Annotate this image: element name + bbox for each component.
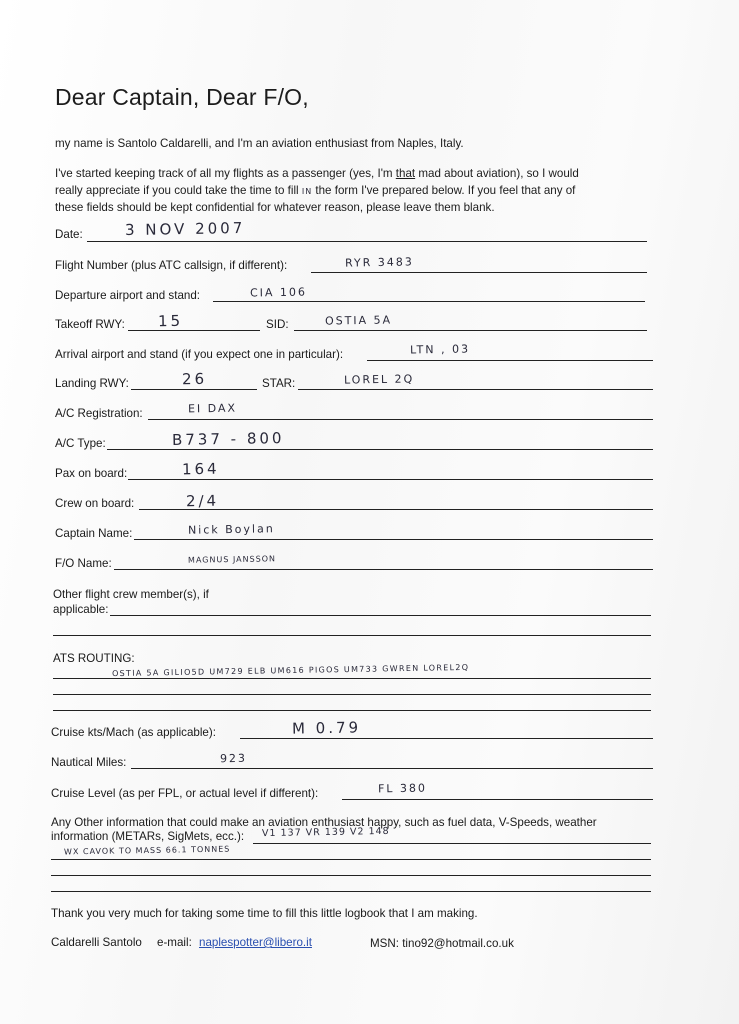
ats-routing-value[interactable]: OSTIA 5A GILIO5D UM729 ELB UM616 PIGOS UM733 GWREN LOREL2Q	[111, 662, 470, 679]
date-label: Date:	[55, 228, 83, 241]
arrival-label: Arrival airport and stand (if you expect one in particular):	[55, 348, 344, 361]
flight-number-value[interactable]: RYR 3483	[344, 255, 414, 270]
sid-line	[294, 330, 647, 331]
other-info-speeds[interactable]: V1 137 VR 139 V2 148	[261, 825, 390, 840]
pax-label: Pax on board:	[55, 467, 128, 480]
crew-value[interactable]: 2/4	[185, 491, 220, 511]
cruise-speed-value[interactable]: M 0.79	[291, 718, 362, 738]
registration-label: A/C Registration:	[55, 407, 143, 420]
other-info-line-3	[51, 875, 651, 876]
pax-value[interactable]: 164	[181, 459, 220, 479]
nautical-miles-value[interactable]: 923	[219, 751, 248, 766]
star-label: STAR:	[262, 377, 296, 390]
ats-routing-line-2	[53, 694, 651, 695]
ats-routing-line-1	[53, 678, 651, 679]
star-value[interactable]: LOREL 2Q	[343, 372, 415, 387]
thanks-text: Thank you very much for taking some time to fill this little logbook that I am making.	[51, 907, 478, 920]
date-value[interactable]: 3 NOV 2007	[124, 218, 246, 240]
page-heading: Dear Captain, Dear F/O,	[55, 84, 309, 110]
request-line1-a: I've started keeping track of all my flights as a passenger (yes, I'm	[55, 167, 396, 180]
intro-text: my name is Santolo Caldarelli, and I'm an aviation enthusiast from Naples, Italy.	[55, 137, 464, 150]
pax-line	[128, 479, 653, 480]
request-inserted-word: IN	[301, 186, 313, 196]
footer-email-label: e-mail:	[157, 936, 192, 949]
other-info-label-2: information (METARs, SigMets, ecc.):	[51, 830, 245, 843]
cruise-level-value[interactable]: FL 380	[377, 781, 428, 796]
takeoff-rwy-label: Takeoff RWY:	[55, 318, 125, 331]
fo-label: F/O Name:	[55, 557, 112, 570]
request-line3: these fields should be kept confidential for whatever reason, please leave them blank.	[55, 201, 495, 214]
fo-value[interactable]: MAGNUS JANSSON	[187, 554, 277, 565]
crew-label: Crew on board:	[55, 497, 135, 510]
captain-line	[134, 539, 653, 540]
other-info-label-1: Any Other information that could make an aviation enthusiast happy, such as fuel data, V-Speeds, weather	[51, 816, 597, 829]
other-info-line-1	[253, 843, 651, 844]
sid-label: SID:	[266, 318, 289, 331]
arrival-value[interactable]: LTN , 03	[409, 342, 471, 357]
nautical-miles-line	[131, 768, 653, 769]
takeoff-rwy-line	[128, 330, 260, 331]
footer-msn: MSN: tino92@hotmail.co.uk	[370, 937, 514, 950]
cruise-level-label: Cruise Level (as per FPL, or actual level if different):	[51, 787, 319, 800]
cruise-speed-label: Cruise kts/Mach (as applicable):	[51, 726, 216, 739]
fo-line	[114, 569, 653, 570]
other-crew-line-2	[53, 635, 651, 636]
other-info-line-4	[51, 891, 651, 892]
cruise-level-line	[342, 799, 653, 800]
other-info-line-2	[51, 859, 651, 860]
flight-number-label: Flight Number (plus ATC callsign, if different):	[55, 259, 288, 272]
captain-label: Captain Name:	[55, 527, 133, 540]
request-line2-a: really appreciate if you could take the time to fill	[55, 183, 302, 197]
ats-routing-label: ATS ROUTING:	[53, 652, 135, 665]
landing-rwy-value[interactable]: 26	[181, 369, 208, 389]
other-crew-line-1	[110, 615, 651, 616]
other-crew-label-1: Other flight crew member(s), if	[53, 588, 209, 601]
cruise-speed-line	[240, 738, 653, 739]
ac-type-value[interactable]: B737 - 800	[171, 429, 285, 449]
ac-type-label: A/C Type:	[55, 437, 106, 450]
landing-rwy-label: Landing RWY:	[55, 377, 129, 390]
footer-email-link[interactable]: naplespotter@libero.it	[199, 936, 312, 949]
request-text	[55, 166, 579, 217]
request-line1-b: mad about aviation), so I would	[415, 167, 579, 180]
ac-type-line	[107, 449, 653, 450]
departure-label: Departure airport and stand:	[55, 289, 201, 302]
departure-line	[213, 301, 645, 302]
other-info-weather[interactable]: WX CAVOK TO MASS 66.1 TONNES	[63, 844, 231, 857]
registration-line	[148, 419, 653, 420]
flight-number-line	[311, 272, 647, 273]
captain-value[interactable]: Nick Boylan	[187, 522, 275, 537]
arrival-line	[367, 360, 653, 361]
departure-value[interactable]: CIA 106	[249, 285, 308, 300]
landing-rwy-line	[131, 389, 257, 390]
sid-value[interactable]: OSTIA 5A	[324, 313, 393, 328]
takeoff-rwy-value[interactable]: 15	[157, 311, 184, 331]
star-line	[298, 389, 653, 390]
registration-value[interactable]: EI DAX	[187, 401, 238, 416]
date-line	[87, 241, 647, 242]
footer-name: Caldarelli Santolo	[51, 936, 142, 949]
ats-routing-line-3	[53, 710, 651, 711]
request-line2-b: the form I've prepared below. If you feel that any of	[312, 183, 576, 197]
nautical-miles-label: Nautical Miles:	[51, 756, 127, 769]
request-emphasis: that	[395, 167, 416, 180]
other-crew-label-2: applicable:	[53, 603, 109, 616]
